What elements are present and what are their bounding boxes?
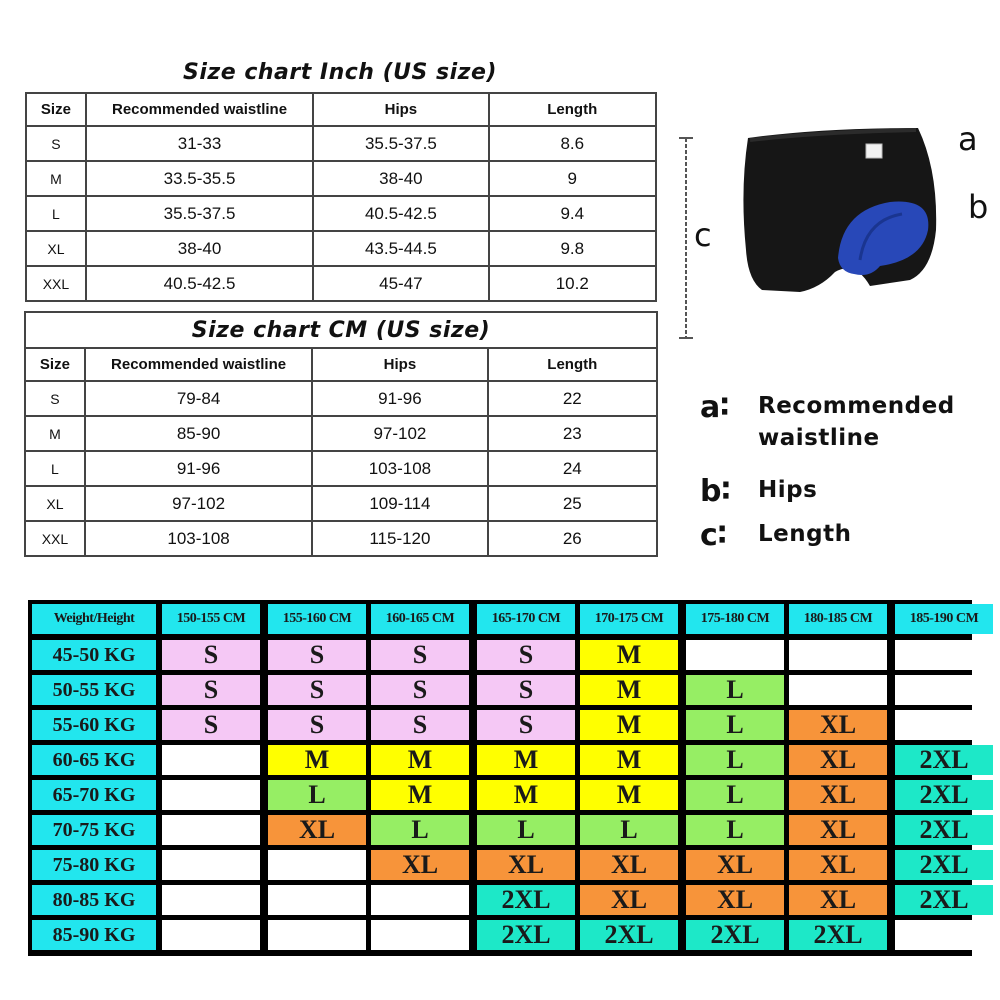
size-recommendation-cell: XL [580,885,678,915]
measurement-cell: 8.6 [489,126,656,161]
table-row [26,231,656,266]
weight-row-header: 45-50 KG [32,640,156,670]
height-column-header: 180-185 CM [789,604,887,634]
size-recommendation-cell: 2XL [477,920,575,950]
column-header: Recommended waistline [85,348,312,381]
measurement-cell: 109-114 [312,486,487,521]
size-recommendation-cell: M [580,640,678,670]
legend-item-a [700,390,958,454]
size-cell: XL [25,486,85,521]
table-row [25,521,657,556]
measurement-cell: 45-47 [313,266,488,301]
size-recommendation-cell: 2XL [686,920,784,950]
size-recommendation-cell: L [686,780,784,810]
size-cell: M [26,161,86,196]
measurement-cell: 40.5-42.5 [313,196,488,231]
size-recommendation-cell [895,710,993,740]
legend-item-b [700,474,817,509]
weight-row-header: 50-55 KG [32,675,156,705]
size-recommendation-cell: M [477,745,575,775]
weight-row-header: 85-90 KG [32,920,156,950]
size-cell: L [25,451,85,486]
size-recommendation-cell: L [686,815,784,845]
legend-key-a: a∶ [700,390,730,425]
grid-corner-header: Weight/Height [32,604,156,634]
size-recommendation-cell: L [477,815,575,845]
size-recommendation-cell [789,640,887,670]
label-c: c [694,216,712,254]
inch-chart-title: Size chart Inch (US size) [183,60,497,85]
height-column-header: 150-155 CM [162,604,260,634]
size-recommendation-cell: S [477,710,575,740]
size-recommendation-cell: XL [789,710,887,740]
size-recommendation-cell: M [580,675,678,705]
size-recommendation-cell: S [268,640,366,670]
size-recommendation-cell: XL [371,850,469,880]
size-recommendation-cell: 2XL [580,920,678,950]
weight-row-header: 75-80 KG [32,850,156,880]
size-cell: XXL [25,521,85,556]
legend-key-c: c∶ [700,518,727,553]
size-recommendation-cell: 2XL [895,885,993,915]
size-recommendation-cell: L [686,745,784,775]
size-recommendation-cell [371,885,469,915]
measurement-cell: 38-40 [313,161,488,196]
measurement-cell: 26 [488,521,657,556]
size-recommendation-cell: 2XL [895,815,993,845]
size-recommendation-cell [371,920,469,950]
measurement-cell: 33.5-35.5 [86,161,313,196]
weight-height-size-grid [28,600,979,956]
column-header: Size [25,348,85,381]
size-recommendation-cell: M [371,780,469,810]
size-recommendation-cell: L [268,780,366,810]
measurement-cell: 103-108 [85,521,312,556]
weight-row-header: 60-65 KG [32,745,156,775]
measurement-cell: 35.5-37.5 [86,196,313,231]
size-recommendation-cell [789,675,887,705]
measurement-cell: 35.5-37.5 [313,126,488,161]
size-cell: XL [26,231,86,266]
size-recommendation-cell [686,640,784,670]
size-recommendation-cell: M [580,710,678,740]
height-column-header: 170-175 CM [580,604,678,634]
size-recommendation-cell [162,885,260,915]
measurement-cell: 22 [488,381,657,416]
table-row [26,266,656,301]
size-recommendation-cell [162,815,260,845]
size-recommendation-cell: S [162,710,260,740]
size-recommendation-cell: 2XL [789,920,887,950]
size-recommendation-cell: 2XL [895,850,993,880]
table-row [25,486,657,521]
measurement-cell: 24 [488,451,657,486]
table-row [25,416,657,451]
measurement-cell: 91-96 [312,381,487,416]
weight-row-header: 65-70 KG [32,780,156,810]
cm-size-table [24,347,658,557]
cm-chart-title: Size chart CM (US size) [191,318,491,343]
table-row [26,161,656,196]
size-cell: L [26,196,86,231]
measurement-cell: 103-108 [312,451,487,486]
size-recommendation-cell: M [371,745,469,775]
size-recommendation-cell [895,640,993,670]
height-column-header: 175-180 CM [686,604,784,634]
size-recommendation-cell: XL [789,850,887,880]
legend-item-c [700,518,851,553]
size-recommendation-cell [268,920,366,950]
size-recommendation-cell: 2XL [895,745,993,775]
size-recommendation-cell: S [268,675,366,705]
table-header-row [26,93,656,126]
measurement-cell: 31-33 [86,126,313,161]
size-recommendation-cell: M [580,780,678,810]
size-recommendation-cell [162,745,260,775]
table-row [25,381,657,416]
legend-key-b: b∶ [700,474,731,509]
measurement-cell: 43.5-44.5 [313,231,488,266]
size-recommendation-cell [162,920,260,950]
height-column-header: 185-190 CM [895,604,993,634]
size-recommendation-cell: XL [686,850,784,880]
size-recommendation-cell: L [686,675,784,705]
size-recommendation-cell: M [477,780,575,810]
size-cell: S [25,381,85,416]
size-cell: S [26,126,86,161]
measurement-cell: 97-102 [85,486,312,521]
size-recommendation-cell: L [580,815,678,845]
column-header: Size [26,93,86,126]
size-recommendation-cell: XL [686,885,784,915]
column-header: Hips [312,348,487,381]
measurement-cell: 115-120 [312,521,487,556]
measurement-cell: 79-84 [85,381,312,416]
size-recommendation-cell [895,920,993,950]
weight-row-header: 55-60 KG [32,710,156,740]
table-row [26,196,656,231]
size-recommendation-cell [162,850,260,880]
size-recommendation-cell: XL [789,780,887,810]
measurement-cell: 40.5-42.5 [86,266,313,301]
measurement-cell: 9.4 [489,196,656,231]
size-recommendation-cell: M [268,745,366,775]
measurement-cell: 38-40 [86,231,313,266]
measurement-cell: 91-96 [85,451,312,486]
size-recommendation-cell: XL [268,815,366,845]
size-cell: XXL [26,266,86,301]
size-recommendation-cell: XL [789,885,887,915]
height-column-header: 160-165 CM [371,604,469,634]
measurement-cell: 97-102 [312,416,487,451]
cycling-shorts-icon [670,110,1000,350]
column-header: Length [489,93,656,126]
size-recommendation-cell: L [371,815,469,845]
size-recommendation-cell [895,675,993,705]
weight-row-header: 70-75 KG [32,815,156,845]
size-recommendation-cell: S [477,640,575,670]
size-recommendation-cell: XL [789,745,887,775]
size-recommendation-cell: S [371,675,469,705]
column-header: Length [488,348,657,381]
size-recommendation-cell: S [477,675,575,705]
measurement-cell: 25 [488,486,657,521]
measurement-cell: 85-90 [85,416,312,451]
column-header: Hips [313,93,488,126]
measurement-cell: 23 [488,416,657,451]
size-recommendation-cell [268,885,366,915]
size-recommendation-cell: XL [789,815,887,845]
inch-size-table [25,92,657,302]
size-recommendation-cell: S [162,640,260,670]
measurement-cell: 10.2 [489,266,656,301]
weight-row-header: 80-85 KG [32,885,156,915]
label-b: b [968,188,989,226]
size-recommendation-cell: 2XL [895,780,993,810]
size-cell: M [25,416,85,451]
measurement-cell: 9.8 [489,231,656,266]
size-recommendation-cell [268,850,366,880]
size-recommendation-cell: M [580,745,678,775]
size-recommendation-cell: XL [477,850,575,880]
size-recommendation-cell: S [162,675,260,705]
legend-text-c: Length [758,521,852,547]
product-illustration [670,110,1000,350]
table-row [25,451,657,486]
size-recommendation-cell [162,780,260,810]
column-header: Recommended waistline [86,93,313,126]
cm-chart-box [24,311,658,349]
legend-text-b: Hips [758,477,818,503]
size-recommendation-cell: 2XL [477,885,575,915]
size-recommendation-cell: L [686,710,784,740]
height-column-header: 165-170 CM [477,604,575,634]
legend-text-a: Recommended waistline [758,393,955,451]
size-recommendation-cell: XL [580,850,678,880]
height-column-header: 155-160 CM [268,604,366,634]
size-recommendation-cell: S [371,710,469,740]
table-header-row [25,348,657,381]
size-recommendation-cell: S [371,640,469,670]
measurement-cell: 9 [489,161,656,196]
label-a: a [958,120,978,158]
size-recommendation-cell: S [268,710,366,740]
table-row [26,126,656,161]
